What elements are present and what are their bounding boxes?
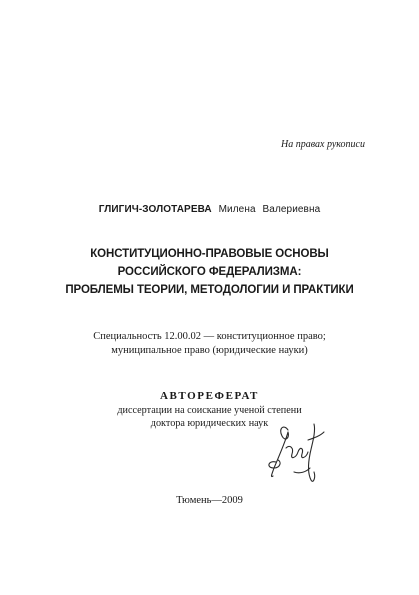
abstract-heading: АВТОРЕФЕРАТ [160,390,259,402]
author-name [0,204,419,215]
signature-icon [264,418,334,486]
title-line-2: РОССИЙСКОГО ФЕДЕРАЛИЗМА: [117,266,302,278]
manuscript-note: На правах рукописи [281,139,365,150]
dissertation-line-2: доктора юридических наук [150,418,269,429]
author-surname: ГЛИГИЧ-ЗОЛОТАРЕВА [98,204,212,215]
specialty-line-1: Специальность 12.00.02 — конституционное право; [93,331,326,342]
title-line-1: КОНСТИТУЦИОННО-ПРАВОВЫЕ ОСНОВЫ [90,248,329,260]
city-year: Тюмень—2009 [176,495,243,506]
specialty-line-2: муниципальное право (юридические науки) [111,345,308,356]
dissertation-line-1: диссертации на соискание ученой степени [117,405,302,416]
author-first-name: Милена [218,204,256,215]
title-line-3: ПРОБЛЕМЫ ТЕОРИИ, МЕТОДОЛОГИИ И ПРАКТИКИ [65,284,354,296]
author-patronymic: Валериевна [262,204,321,215]
